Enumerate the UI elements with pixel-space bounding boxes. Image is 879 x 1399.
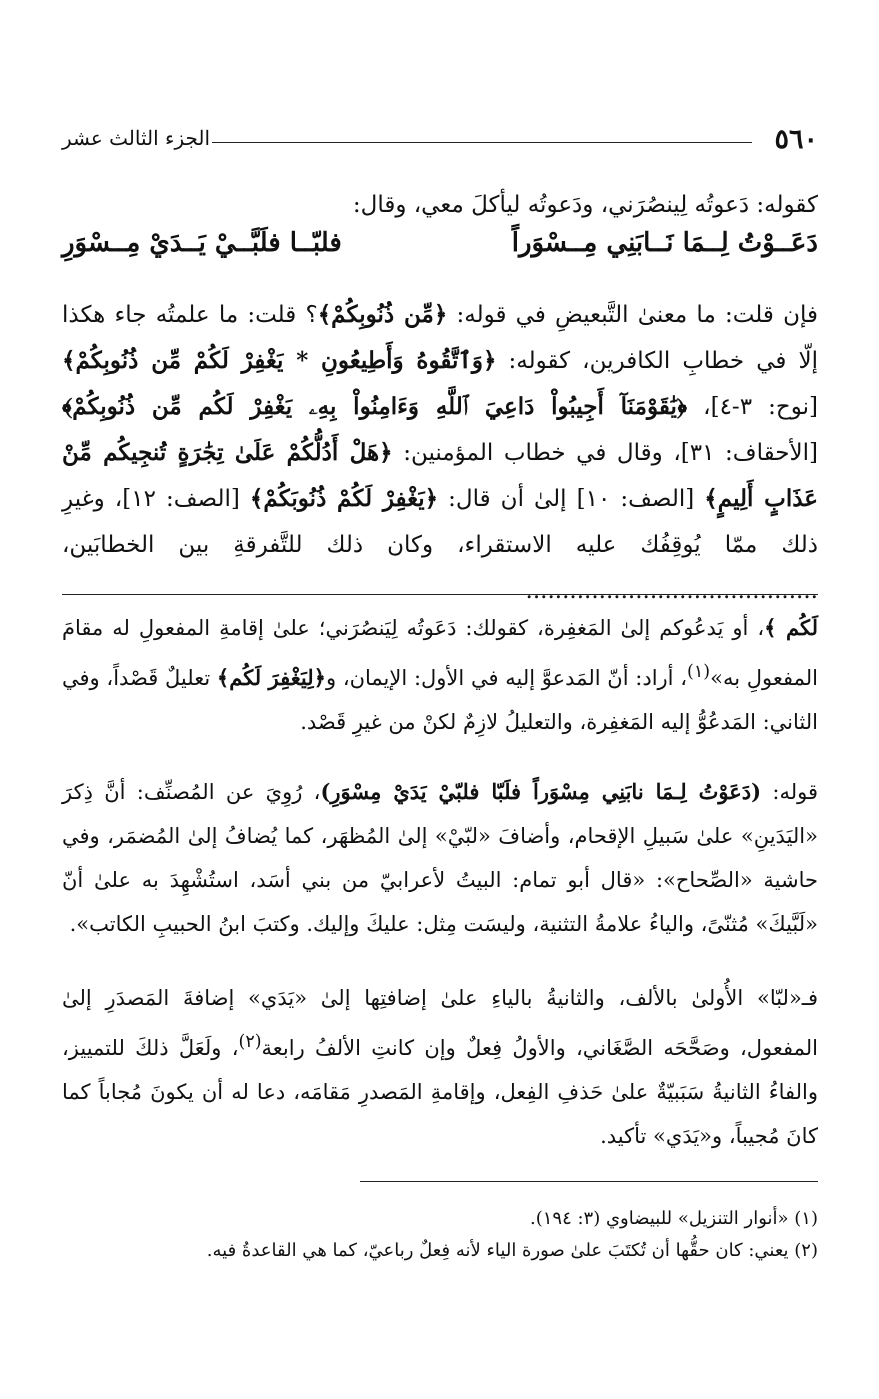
- text-segment: فإن قلت: ما معنىٰ التَّبعيضِ في قوله:: [447, 302, 818, 328]
- running-title: الجزء الثالث عشر: [62, 126, 211, 150]
- footnote-ref: (٢): [238, 1032, 262, 1052]
- book-page: [62, 0, 818, 1399]
- quran-quote: ﴿لِيَغْفِرَ لَكُم﴾: [216, 665, 326, 690]
- intro-line: كقوله: دَعوتُه لِينصُرَني، ودَعوتُه ليأكلَ معي، وقال:: [352, 192, 818, 218]
- page-number: ٥٦٠: [774, 124, 818, 155]
- text-segment: ، رُوِيَ عن المُصنِّف: أنَّ ذِكرَ «اليَدَينِ» علىٰ سَبيلِ الإقحام، وأضافَ «لبّيْ» إلىٰ المُظهَر، كما يُضافُ إلىٰ المُضمَر، وفي حاشية «الصِّحاح»: «قال أبو تمام: البيتُ لأعرابيّ من بني أسَد، استُشْهِدَ به علىٰ أنّ «لَبَّيكَ» مُثنّىً، والياءُ علامةُ التثنية، وليسَت مِثل: عليكَ وإليك. وكتبَ ابنُ الحبيبِ الكاتب».: [62, 780, 818, 936]
- footnote-rule: [360, 1181, 818, 1182]
- page-header: [62, 122, 818, 162]
- quran-quote: ﴿يَٰقَوْمَنَآ أَجِيبُواْ دَاعِيَ ٱللَّهِ وَءَامِنُواْ بِهِۦ يَغْفِرْ لَكُم مِّن ذُنُوبِكُمْ﴾: [62, 393, 688, 420]
- quran-quote: ﴿يَغْفِرْ لَكُمْ ذُنُوبَكُمْ﴾: [249, 485, 439, 512]
- footnote-ref: (١): [687, 662, 711, 682]
- verse-first-hemistich: دَعَــوْتُ لِــمَا نَــابَنِي مِــسْوَراً: [511, 228, 818, 258]
- verse-second-hemistich: فلبّــا فلَبَّــيْ يَــدَيْ مِــسْوَرِ: [62, 228, 342, 258]
- text-segment: ، أو يَدعُوكم إلىٰ المَغفِرة، كقولك: دَعَوتُه لِيَنصُرَني؛ علىٰ إقامةِ المفعولِ له مقامَ المفعولِ به»: [62, 616, 819, 690]
- text-segment: تعليلٌ قَصْداً، وفي الثاني: المَدعُوُّ إليه المَغفِرة، والتعليلُ لازِمٌ لكنْ من غيرِ قَصْد.: [62, 666, 818, 734]
- text-segment: ؟ قلت: ما علمتُه جاء هكذا إلّا في خطابِ الكافرين، كقوله:: [62, 302, 818, 374]
- text-segment: [نوح: ٣-٤]،: [687, 394, 819, 420]
- verse-quote: (دَعَوْتُ لِـمَا نابَنِي مِسْوَراً فلَبّا فلبّيْ يَدَيْ مِسْوَرِ): [320, 779, 762, 804]
- quran-quote: لَكُم ﴾: [764, 615, 818, 640]
- text-segment: [الصف: ١٠] إلىٰ أن قال:: [438, 486, 705, 512]
- commentary-paragraph-1: [62, 606, 818, 744]
- section-divider: [62, 594, 818, 595]
- commentary-paragraph-3: [62, 976, 818, 1158]
- quran-quote: ﴿هَلْ أَدُلُّكُمْ عَلَىٰ تِجَٰرَةٍ تُنجِيكُم مِّنْ عَذَابٍ أَلِيمٍ﴾: [62, 439, 819, 512]
- text-segment: [الصف: ١٢]، وغيرِ ذلك ممّا يُوقِفُك عليه الاستقراء، وكان ذلك للتَّفرقةِ بين الخطابَين، ........................................: [62, 486, 818, 604]
- text-segment: قوله:: [761, 780, 819, 804]
- quran-quote: ﴿وَٱتَّقُوهُ وَأَطِيعُونِ * يَغْفِرْ لَكُمْ مِّن ذُنُوبِكُمْ﴾: [62, 347, 497, 374]
- commentary-paragraph-2: [62, 770, 818, 946]
- text-segment: ، أراد: أنّ المَدعوَّ إليه في الأول: الإيمان، و: [325, 666, 688, 690]
- header-rule: [212, 142, 752, 143]
- text-segment: فـ«لبّا» الأُولىٰ بالألف، والثانيةُ بالياءِ علىٰ إضافتِها إلىٰ «يَدَي» إضافةَ المَصدَرِ إلىٰ المفعول، وصَحَّحَه الصَّغَاني، والأولُ فِعلٌ وإن كانتِ الألفُ رابعة: [62, 986, 818, 1060]
- quran-quote: ﴿مِّن ذُنُوبِكُمْ﴾: [317, 301, 448, 328]
- poetry-verse: [62, 228, 818, 274]
- footnote-2: (٢) يعني: كان حقُّها أن تُكتَبَ علىٰ صورة الياء لأنه فِعلٌ رباعيّ، كما هي القاعدةُ فيه.: [206, 1240, 818, 1261]
- text-segment: [الأحقاف: ٣١]، وقال في خطاب المؤمنين:: [392, 440, 818, 466]
- text-segment: ، ولَعَلَّ ذلكَ للتمييز، والفاءُ الثانيةُ سَبَبيّةٌ علىٰ حَذفِ الفِعل، وإقامةِ المَصدرِ مَقامَه، دعا له أن يكونَ مُجاباً كما كانَ مُجيباً، و«يَدَي» تأكيد.: [62, 1036, 818, 1148]
- main-paragraph: [62, 292, 818, 614]
- footnote-1: (١) «أنوار التنزيل» للبيضاوي (٣: ١٩٤).: [529, 1208, 818, 1229]
